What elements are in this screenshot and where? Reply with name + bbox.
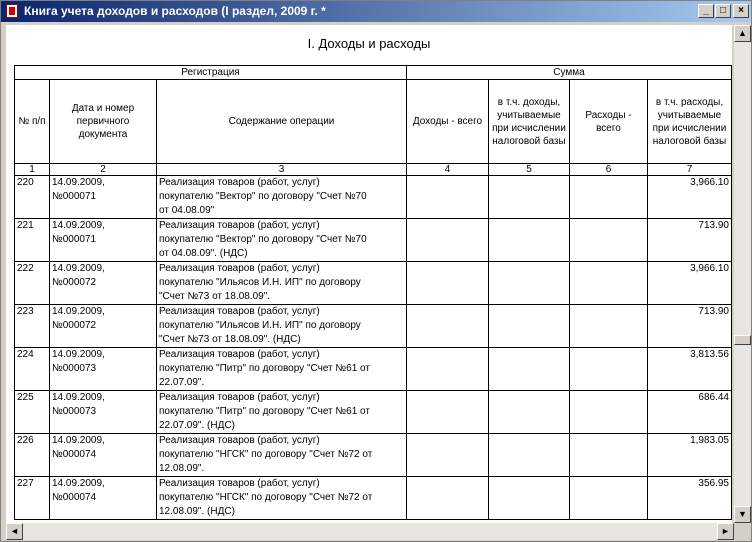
row-date: 14.09.2009, <box>52 435 105 446</box>
operation-line: Реализация товаров (работ, услуг) <box>159 349 320 360</box>
row-income-total <box>407 391 489 434</box>
row-operation <box>157 348 407 391</box>
operation-line: покупателю "Питр" по договору "Счет №61 от <box>159 363 370 374</box>
scroll-up-button[interactable]: ▲ <box>734 25 751 42</box>
row-number: 224 <box>15 348 50 391</box>
table-row[interactable] <box>15 262 732 305</box>
title-bar[interactable] <box>1 1 751 22</box>
report-sheet <box>6 25 732 523</box>
row-expense-total <box>570 391 648 434</box>
operation-line: Реализация товаров (работ, услуг) <box>159 177 320 188</box>
row-date: 14.09.2009, <box>52 263 105 274</box>
row-date-doc <box>50 262 157 305</box>
row-income-taxable <box>489 477 570 520</box>
operation-line: покупателю "Ильясов И.Н. ИП" по договору <box>159 277 361 288</box>
row-income-total <box>407 305 489 348</box>
operation-line: покупателю "Вектор" по договору "Счет №70 <box>159 234 367 245</box>
column-number: 1 <box>15 164 50 176</box>
row-expense-total <box>570 219 648 262</box>
row-income-taxable <box>489 434 570 477</box>
column-number: 2 <box>50 164 157 176</box>
row-income-taxable <box>489 262 570 305</box>
operation-line: 22.07.09". <box>159 377 205 388</box>
row-date-doc <box>50 176 157 219</box>
row-expense-taxable: 3,813.56 <box>648 348 732 391</box>
scroll-down-button[interactable]: ▼ <box>734 506 751 523</box>
table-row[interactable] <box>15 176 732 219</box>
ledger-table <box>14 65 732 520</box>
close-button[interactable]: × <box>733 4 749 18</box>
row-number: 226 <box>15 434 50 477</box>
operation-line: покупателю "Вектор" по договору "Счет №70 <box>159 191 367 202</box>
operation-line: 22.07.09". (НДС) <box>159 420 235 431</box>
scroll-right-button[interactable]: ► <box>717 523 734 540</box>
row-expense-taxable: 686.44 <box>648 391 732 434</box>
row-date: 14.09.2009, <box>52 392 105 403</box>
row-number: 222 <box>15 262 50 305</box>
row-income-taxable <box>489 305 570 348</box>
window-title: Книга учета доходов и расходов (I раздел, 2009 г. * <box>24 4 326 18</box>
row-expense-taxable: 1,983.05 <box>648 434 732 477</box>
row-date: 14.09.2009, <box>52 177 105 188</box>
row-number: 227 <box>15 477 50 520</box>
operation-line: покупателю "Ильясов И.Н. ИП" по договору <box>159 320 361 331</box>
row-income-taxable <box>489 176 570 219</box>
column-number: 6 <box>570 164 648 176</box>
table-row[interactable] <box>15 434 732 477</box>
row-date: 14.09.2009, <box>52 349 105 360</box>
row-date: 14.09.2009, <box>52 478 105 489</box>
row-income-total <box>407 348 489 391</box>
row-income-total <box>407 477 489 520</box>
row-doc-number: №000074 <box>52 449 97 460</box>
row-doc-number: №000071 <box>52 234 97 245</box>
row-date-doc <box>50 305 157 348</box>
table-row[interactable] <box>15 477 732 520</box>
operation-line: от 04.08.09" <box>159 205 215 216</box>
row-income-total <box>407 262 489 305</box>
row-income-total <box>407 176 489 219</box>
col-header-number: № п/п <box>15 80 50 164</box>
row-expense-taxable: 713.90 <box>648 305 732 348</box>
minimize-button[interactable]: _ <box>698 4 714 18</box>
row-doc-number: №000072 <box>52 320 97 331</box>
col-header-expense-total: Расходы - всего <box>570 80 648 164</box>
group-header-sum: Сумма <box>407 66 732 80</box>
row-date: 14.09.2009, <box>52 220 105 231</box>
row-income-total <box>407 219 489 262</box>
sheet-title: I. Доходы и расходы <box>307 36 431 51</box>
resize-grip[interactable] <box>734 523 751 540</box>
operation-line: "Счет №73 от 18.08.09". <box>159 291 271 302</box>
vertical-scroll-thumb[interactable] <box>734 335 751 345</box>
operation-line: Реализация товаров (работ, услуг) <box>159 392 320 403</box>
operation-line: "Счет №73 от 18.08.09". (НДС) <box>159 334 301 345</box>
row-doc-number: №000073 <box>52 406 97 417</box>
horizontal-scrollbar[interactable] <box>6 523 734 540</box>
operation-line: покупателю "НГСК" по договору "Счет №72 от <box>159 492 373 503</box>
table-row[interactable] <box>15 391 732 434</box>
row-operation <box>157 262 407 305</box>
group-header-registration: Регистрация <box>15 66 407 80</box>
operation-line: 12.08.09". (НДС) <box>159 506 235 517</box>
operation-line: Реализация товаров (работ, услуг) <box>159 478 320 489</box>
row-expense-total <box>570 305 648 348</box>
table-row[interactable] <box>15 219 732 262</box>
row-operation <box>157 434 407 477</box>
row-expense-total <box>570 176 648 219</box>
row-operation <box>157 219 407 262</box>
row-date-doc <box>50 348 157 391</box>
row-doc-number: №000074 <box>52 492 97 503</box>
row-date-doc <box>50 219 157 262</box>
row-income-taxable <box>489 348 570 391</box>
col-header-income-taxable: в т.ч. доходы, учитываемые при исчислении налоговой базы <box>489 80 570 164</box>
maximize-button[interactable]: □ <box>715 4 731 18</box>
table-row[interactable] <box>15 348 732 391</box>
col-header-income-total: Доходы - всего <box>407 80 489 164</box>
row-expense-taxable: 3,966.10 <box>648 176 732 219</box>
row-doc-number: №000071 <box>52 191 97 202</box>
operation-line: Реализация товаров (работ, услуг) <box>159 306 320 317</box>
row-number: 220 <box>15 176 50 219</box>
operation-line: Реализация товаров (работ, услуг) <box>159 435 320 446</box>
row-income-taxable <box>489 391 570 434</box>
column-number: 5 <box>489 164 570 176</box>
operation-line: 12.08.09". <box>159 463 205 474</box>
row-operation <box>157 391 407 434</box>
row-date-doc <box>50 477 157 520</box>
row-expense-total <box>570 262 648 305</box>
row-number: 223 <box>15 305 50 348</box>
column-number: 3 <box>157 164 407 176</box>
operation-line: покупателю "Питр" по договору "Счет №61 от <box>159 406 370 417</box>
scroll-left-button[interactable]: ◄ <box>6 523 23 540</box>
row-expense-taxable: 3,966.10 <box>648 262 732 305</box>
row-operation <box>157 477 407 520</box>
table-row[interactable] <box>15 305 732 348</box>
row-date-doc <box>50 391 157 434</box>
col-header-expense-taxable: в т.ч. расходы, учитываемые при исчислении налоговой базы <box>648 80 732 164</box>
col-header-date-doc: Дата и номер первичного документа <box>50 80 157 164</box>
row-expense-total <box>570 477 648 520</box>
operation-line: Реализация товаров (работ, услуг) <box>159 220 320 231</box>
row-number: 225 <box>15 391 50 434</box>
row-number: 221 <box>15 219 50 262</box>
row-expense-taxable: 356.95 <box>648 477 732 520</box>
vertical-scrollbar[interactable] <box>734 25 751 523</box>
row-operation <box>157 305 407 348</box>
column-number: 7 <box>648 164 732 176</box>
row-expense-taxable: 713.90 <box>648 219 732 262</box>
row-expense-total <box>570 434 648 477</box>
operation-line: от 04.08.09". (НДС) <box>159 248 248 259</box>
row-expense-total <box>570 348 648 391</box>
col-header-operation: Содержание операции <box>157 80 407 164</box>
row-doc-number: №000073 <box>52 363 97 374</box>
row-date: 14.09.2009, <box>52 306 105 317</box>
row-date-doc <box>50 434 157 477</box>
row-operation <box>157 176 407 219</box>
operation-line: покупателю "НГСК" по договору "Счет №72 от <box>159 449 373 460</box>
app-doc-icon[interactable] <box>6 4 18 18</box>
row-income-taxable <box>489 219 570 262</box>
row-doc-number: №000072 <box>52 277 97 288</box>
operation-line: Реализация товаров (работ, услуг) <box>159 263 320 274</box>
row-income-total <box>407 434 489 477</box>
column-number: 4 <box>407 164 489 176</box>
